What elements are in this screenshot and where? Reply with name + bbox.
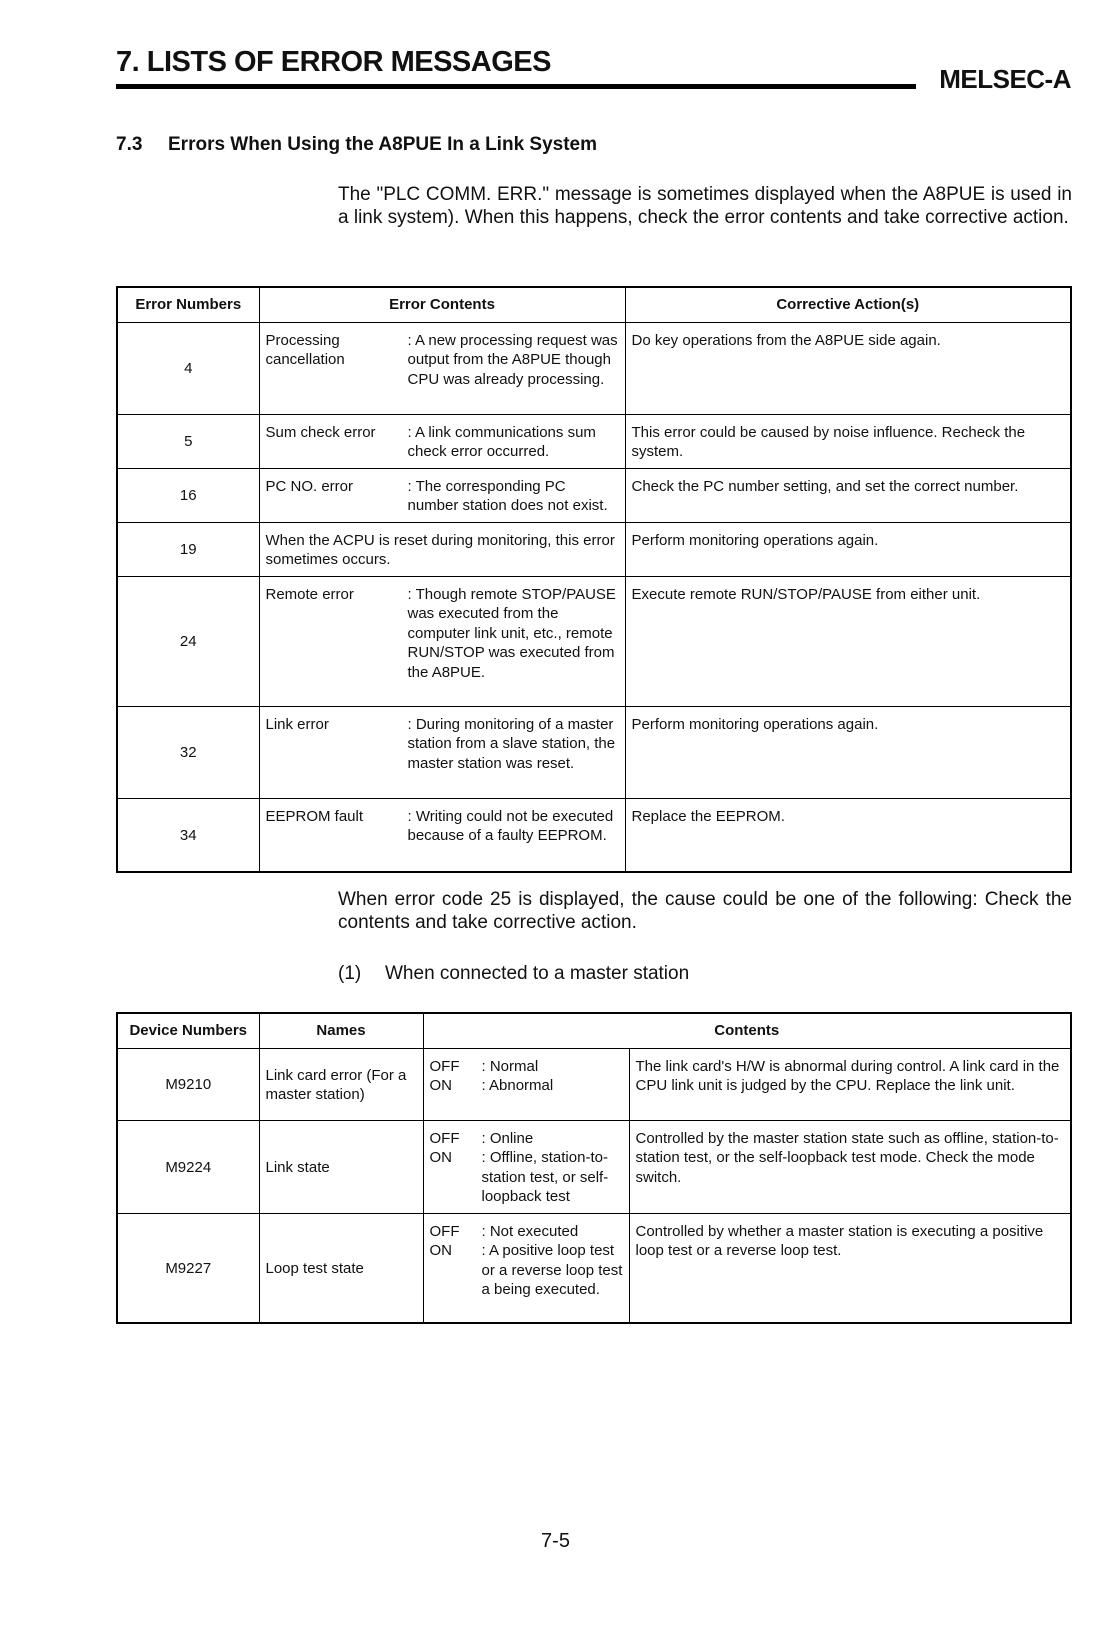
error-contents	[259, 414, 625, 468]
device-name: Link card error (For a master station)	[259, 1048, 423, 1120]
on-state: : Abnormal	[481, 1077, 554, 1094]
header-rule	[116, 84, 916, 89]
error-detail: : During monitoring of a master station from a slave station, the master station was reset.	[407, 715, 616, 772]
corrective-action: Do key operations from the A8PUE side again.	[625, 322, 1071, 414]
error-number: 4	[117, 322, 259, 414]
header-device-numbers: Device Numbers	[117, 1013, 259, 1048]
table-row	[117, 1120, 1071, 1213]
corrective-action: Perform monitoring operations again.	[625, 522, 1071, 576]
error-detail: : Writing could not be executed because of a faulty EEPROM.	[407, 807, 614, 844]
chapter-title: 7. LISTS OF ERROR MESSAGES	[116, 46, 551, 78]
subsection-heading	[338, 962, 1072, 985]
error-table-header	[117, 287, 1071, 322]
error-label: EEPROM fault	[265, 807, 364, 825]
error-label: Processing cancellation	[265, 331, 345, 368]
section-number: 7.3	[116, 134, 143, 155]
off-label: OFF	[429, 1129, 460, 1147]
header-error-numbers: Error Numbers	[117, 287, 259, 322]
error-contents	[259, 468, 625, 522]
error-number: 16	[117, 468, 259, 522]
header-error-contents: Error Contents	[259, 287, 625, 322]
on-state: : Offline, station-to-station test, or self-loopback test	[481, 1149, 609, 1205]
device-states	[423, 1120, 629, 1213]
device-states	[423, 1048, 629, 1120]
error-contents	[259, 322, 625, 414]
table-row	[117, 468, 1071, 522]
error-number: 5	[117, 414, 259, 468]
subsection-title: When connected to a master station	[385, 963, 690, 984]
error-detail: : A new processing request was output from the A8PUE though CPU was already processing.	[407, 331, 618, 388]
corrective-action: Check the PC number setting, and set the correct number.	[625, 468, 1071, 522]
table-row	[117, 798, 1071, 872]
device-table-header	[117, 1013, 1071, 1048]
on-label: ON	[429, 1149, 452, 1166]
error-label: Sum check error	[265, 423, 376, 441]
off-label: OFF	[429, 1057, 460, 1075]
error-number: 32	[117, 706, 259, 798]
device-number: M9224	[117, 1120, 259, 1213]
device-description: Controlled by whether a master station is executing a positive loop test or a reverse loop test.	[629, 1213, 1071, 1323]
subsection-number: (1)	[338, 963, 362, 984]
device-description: The link card's H/W is abnormal during control. A link card in the CPU link unit is judged by the CPU. Replace the link unit.	[629, 1048, 1071, 1120]
off-state: : Online	[481, 1129, 534, 1147]
error-detail: : Though remote STOP/PAUSE was executed from the computer link unit, etc., remote RUN/STOP was executed from the A8PUE.	[407, 585, 616, 681]
on-state: : A positive loop test or a reverse loop test a being executed.	[481, 1242, 623, 1298]
header-corrective-actions: Corrective Action(s)	[625, 287, 1071, 322]
error-contents	[259, 706, 625, 798]
table-row	[117, 322, 1071, 414]
error-number: 24	[117, 576, 259, 706]
table-row	[117, 706, 1071, 798]
error-detail: : A link communications sum check error occurred.	[407, 423, 596, 460]
off-state: : Not executed	[481, 1222, 579, 1240]
device-number: M9227	[117, 1213, 259, 1323]
error-contents	[259, 798, 625, 872]
error-number: 34	[117, 798, 259, 872]
device-table	[116, 1012, 1072, 1324]
device-name: Link state	[259, 1120, 423, 1213]
section-title	[116, 134, 597, 156]
corrective-action: This error could be caused by noise influence. Recheck the system.	[625, 414, 1071, 468]
table-row	[117, 414, 1071, 468]
off-label: OFF	[429, 1222, 460, 1240]
table-row	[117, 1213, 1071, 1323]
table-row	[117, 1048, 1071, 1120]
corrective-action: Execute remote RUN/STOP/PAUSE from either unit.	[625, 576, 1071, 706]
corrective-action: Perform monitoring operations again.	[625, 706, 1071, 798]
brand-label: MELSEC-A	[939, 64, 1071, 94]
error-contents	[259, 576, 625, 706]
device-number: M9210	[117, 1048, 259, 1120]
page-header	[116, 44, 1071, 94]
error-25-note: When error code 25 is displayed, the cause could be one of the following: Check the contents and take corrective action.	[338, 889, 1072, 933]
error-label: PC NO. error	[265, 477, 354, 495]
intro-paragraph: The "PLC COMM. ERR." message is sometimes displayed when the A8PUE is used in a link system). When this happens, check the error contents and take corrective action.	[338, 184, 1072, 228]
table-row	[117, 522, 1071, 576]
page-number: 7-5	[541, 1530, 570, 1552]
device-name: Loop test state	[259, 1213, 423, 1323]
section-heading: Errors When Using the A8PUE In a Link System	[168, 134, 598, 155]
off-state: : Normal	[481, 1057, 539, 1075]
error-contents: When the ACPU is reset during monitoring, this error sometimes occurs.	[259, 522, 625, 576]
header-contents: Contents	[423, 1013, 1071, 1048]
error-label: Link error	[265, 715, 329, 733]
error-detail: : The corresponding PC number station does not exist.	[407, 477, 608, 514]
table-row	[117, 576, 1071, 706]
corrective-action: Replace the EEPROM.	[625, 798, 1071, 872]
error-table	[116, 286, 1072, 873]
header-names: Names	[259, 1013, 423, 1048]
device-description: Controlled by the master station state such as offline, station-to-station test, or the self-loopback test mode. Check the mode switch.	[629, 1120, 1071, 1213]
on-label: ON	[429, 1077, 452, 1094]
error-number: 19	[117, 522, 259, 576]
on-label: ON	[429, 1242, 452, 1259]
error-label: Remote error	[265, 585, 354, 603]
device-states	[423, 1213, 629, 1323]
